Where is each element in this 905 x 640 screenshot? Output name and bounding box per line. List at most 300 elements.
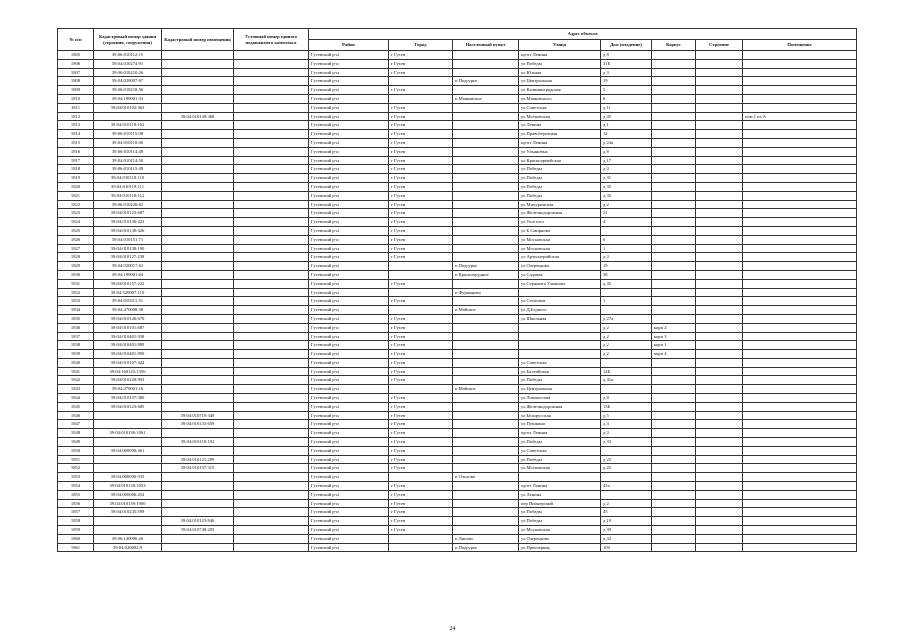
cell-house bbox=[601, 385, 652, 394]
table-row bbox=[58, 262, 857, 271]
cell-settlement bbox=[453, 253, 519, 262]
cell-house: д 25 bbox=[601, 464, 652, 473]
cell-settlement: п Липово bbox=[453, 534, 519, 543]
cell-settlement bbox=[453, 68, 519, 77]
cell-cadastral-building: 39:04:010401:938 bbox=[94, 332, 162, 341]
cell-street: ул Победы bbox=[519, 191, 601, 200]
cell-cadastral-building: 39:04:010136:423 bbox=[94, 218, 162, 227]
cell-gorod: г Гусев bbox=[389, 332, 453, 341]
cell-rayon: Гусевский р-н bbox=[309, 420, 389, 429]
table-row bbox=[58, 297, 857, 306]
cell-stroenie bbox=[696, 367, 743, 376]
cell-conditional-number bbox=[234, 288, 309, 297]
table-row bbox=[58, 130, 857, 139]
cell-stroenie bbox=[696, 77, 743, 86]
cell-settlement bbox=[453, 482, 519, 491]
cell-house: 31Б bbox=[601, 59, 652, 68]
cell-street: ул Московская bbox=[519, 244, 601, 253]
cell-house: 13Б bbox=[601, 402, 652, 411]
cell-gorod: г Гусев bbox=[389, 446, 453, 455]
cell-korpus bbox=[652, 508, 696, 517]
cell-room bbox=[743, 446, 857, 455]
table-row bbox=[58, 51, 857, 60]
cell-stroenie bbox=[696, 270, 743, 279]
cell-cadastral-room bbox=[162, 394, 234, 403]
cell-cadastral-room bbox=[162, 130, 234, 139]
cell-room bbox=[743, 270, 857, 279]
cell-room bbox=[743, 244, 857, 253]
cell-rayon: Гусевский р-н bbox=[309, 165, 389, 174]
cell-rayon: Гусевский р-н bbox=[309, 508, 389, 517]
cell-room bbox=[743, 51, 857, 60]
cell-cadastral-building: 39:04:010274:91 bbox=[94, 59, 162, 68]
table-row bbox=[58, 112, 857, 121]
cell-street: ул Озерецкова bbox=[519, 534, 601, 543]
cell-rayon: Гусевский р-н bbox=[309, 244, 389, 253]
cell-korpus bbox=[652, 138, 696, 147]
cell-rayon: Гусевский р-н bbox=[309, 385, 389, 394]
cell-stroenie bbox=[696, 138, 743, 147]
cell-street: ул Озерецкова bbox=[519, 262, 601, 271]
cell-row-num: 1816 bbox=[58, 147, 94, 156]
cell-conditional-number bbox=[234, 138, 309, 147]
cell-row-num: 1855 bbox=[58, 490, 94, 499]
cell-conditional-number bbox=[234, 517, 309, 526]
cell-korpus bbox=[652, 420, 696, 429]
cell-row-num: 1826 bbox=[58, 235, 94, 244]
cell-korpus: корп 4 bbox=[652, 350, 696, 359]
table-row bbox=[58, 323, 857, 332]
header-settlement: Населенный пункт bbox=[453, 40, 519, 51]
cell-cadastral-building bbox=[94, 464, 162, 473]
cell-rayon: Гусевский р-н bbox=[309, 394, 389, 403]
cell-stroenie bbox=[696, 473, 743, 482]
cell-street: ул Маяковского bbox=[519, 94, 601, 103]
table-row bbox=[58, 446, 857, 455]
header-korpus: Корпус bbox=[652, 40, 696, 51]
cell-stroenie bbox=[696, 517, 743, 526]
cell-settlement bbox=[453, 182, 519, 191]
cell-korpus bbox=[652, 314, 696, 323]
cell-korpus: корп 3 bbox=[652, 332, 696, 341]
cell-row-num: 1850 bbox=[58, 446, 94, 455]
cell-rayon: Гусевский р-н bbox=[309, 455, 389, 464]
cell-conditional-number bbox=[234, 86, 309, 95]
cell-conditional-number bbox=[234, 130, 309, 139]
cell-gorod: г Гусев bbox=[389, 226, 453, 235]
cell-conditional-number bbox=[234, 244, 309, 253]
cell-settlement: п Подгурье bbox=[453, 543, 519, 552]
cell-house: д 2 bbox=[601, 332, 652, 341]
cell-rayon: Гусевский р-н bbox=[309, 517, 389, 526]
cell-settlement bbox=[453, 429, 519, 438]
cell-house: д 3 bbox=[601, 253, 652, 262]
cell-gorod: г Гусев bbox=[389, 235, 453, 244]
cell-conditional-number bbox=[234, 376, 309, 385]
cell-rayon: Гусевский р-н bbox=[309, 209, 389, 218]
cell-cadastral-room bbox=[162, 482, 234, 491]
cell-settlement bbox=[453, 174, 519, 183]
cell-gorod: г Гусев bbox=[389, 209, 453, 218]
cell-row-num: 1828 bbox=[58, 253, 94, 262]
cell-korpus bbox=[652, 279, 696, 288]
cell-street: ул Ульяновых bbox=[519, 147, 601, 156]
cell-cadastral-building: 39:04:000000:935 bbox=[94, 473, 162, 482]
cell-house bbox=[601, 358, 652, 367]
cell-cadastral-room bbox=[162, 51, 234, 60]
cell-gorod: г Гусев bbox=[389, 130, 453, 139]
cell-house: д 3 bbox=[601, 429, 652, 438]
cell-gorod: г Гусев bbox=[389, 68, 453, 77]
cell-cadastral-room bbox=[162, 306, 234, 315]
cell-rayon: Гусевский р-н bbox=[309, 323, 389, 332]
cell-street: ул Победы bbox=[519, 508, 601, 517]
cell-rayon: Гусевский р-н bbox=[309, 473, 389, 482]
cell-cadastral-room bbox=[162, 376, 234, 385]
cell-cadastral-building: 39:04:010118:110 bbox=[94, 174, 162, 183]
cell-korpus bbox=[652, 464, 696, 473]
cell-gorod: г Гусев bbox=[389, 165, 453, 174]
cell-rayon: Гусевский р-н bbox=[309, 543, 389, 552]
cell-house: д 2 bbox=[601, 350, 652, 359]
cell-row-num: 1844 bbox=[58, 394, 94, 403]
cell-room bbox=[743, 235, 857, 244]
cell-gorod: г Гусев bbox=[389, 174, 453, 183]
cell-cadastral-building: 39:04:010136:1061 bbox=[94, 429, 162, 438]
cell-house: 1 bbox=[601, 297, 652, 306]
cell-settlement bbox=[453, 341, 519, 350]
table-row bbox=[58, 226, 857, 235]
cell-rayon: Гусевский р-н bbox=[309, 446, 389, 455]
cell-stroenie bbox=[696, 314, 743, 323]
cell-conditional-number bbox=[234, 438, 309, 447]
cell-korpus bbox=[652, 517, 696, 526]
register-sheet bbox=[57, 28, 856, 552]
header-house: Дом (владение) bbox=[601, 40, 652, 51]
cell-settlement bbox=[453, 138, 519, 147]
cell-cadastral-building: 39:04:180001:33 bbox=[94, 94, 162, 103]
cell-conditional-number bbox=[234, 226, 309, 235]
cell-rayon: Гусевский р-н bbox=[309, 59, 389, 68]
cell-gorod: г Гусев bbox=[389, 86, 453, 95]
cell-row-num: 1842 bbox=[58, 376, 94, 385]
cell-stroenie bbox=[696, 341, 743, 350]
cell-room bbox=[743, 402, 857, 411]
cell-row-num: 1812 bbox=[58, 112, 94, 121]
cell-korpus bbox=[652, 526, 696, 535]
cell-street: ул Балтийская bbox=[519, 367, 601, 376]
cell-street: ул Победы bbox=[519, 174, 601, 183]
cell-street: ул Сосновая bbox=[519, 297, 601, 306]
cell-room bbox=[743, 367, 857, 376]
cell-stroenie bbox=[696, 455, 743, 464]
cell-room bbox=[743, 218, 857, 227]
cell-row-num: 1805 bbox=[58, 51, 94, 60]
cell-rayon: Гусевский р-н bbox=[309, 314, 389, 323]
cell-house: 38 bbox=[601, 270, 652, 279]
cell-settlement: п Краснопрудное bbox=[453, 270, 519, 279]
cell-row-num: 1835 bbox=[58, 314, 94, 323]
cell-rayon: Гусевский р-н bbox=[309, 376, 389, 385]
cell-room bbox=[743, 358, 857, 367]
cell-cadastral-building bbox=[94, 438, 162, 447]
cell-rayon: Гусевский р-н bbox=[309, 482, 389, 491]
cell-cadastral-room bbox=[162, 490, 234, 499]
cell-cadastral-building: 39:04:010235:599 bbox=[94, 508, 162, 517]
cell-street: ул Ленина bbox=[519, 490, 601, 499]
cell-stroenie bbox=[696, 358, 743, 367]
table-row bbox=[58, 191, 857, 200]
cell-conditional-number bbox=[234, 394, 309, 403]
cell-cadastral-building bbox=[94, 526, 162, 535]
cell-room bbox=[743, 209, 857, 218]
cell-settlement bbox=[453, 218, 519, 227]
cell-house: 19 bbox=[601, 262, 652, 271]
cell-house: д 45 bbox=[601, 279, 652, 288]
cell-gorod: г Гусев bbox=[389, 376, 453, 385]
cell-settlement bbox=[453, 279, 519, 288]
cell-cadastral-building: 39:04:010118:111 bbox=[94, 182, 162, 191]
header-address-group: Адрес объекта bbox=[309, 29, 857, 40]
cell-settlement bbox=[453, 446, 519, 455]
table-row bbox=[58, 394, 857, 403]
cell-cadastral-building: 39:06:140006:26 bbox=[94, 534, 162, 543]
cell-cadastral-room bbox=[162, 402, 234, 411]
cell-row-num: 1861 bbox=[58, 543, 94, 552]
cell-rayon: Гусевский р-н bbox=[309, 200, 389, 209]
cell-cadastral-building: 39:04:020007:67 bbox=[94, 77, 162, 86]
cell-settlement: п Майское bbox=[453, 385, 519, 394]
header-cadastral-building: Кадастровый номер здания (строения, сооружения) bbox=[94, 29, 162, 51]
cell-cadastral-room bbox=[162, 226, 234, 235]
cell-room bbox=[743, 385, 857, 394]
table-row bbox=[58, 86, 857, 95]
cell-house: д 35 bbox=[601, 182, 652, 191]
cell-room bbox=[743, 508, 857, 517]
cell-house: д 8 bbox=[601, 394, 652, 403]
cell-house: д 8 bbox=[601, 51, 652, 60]
cell-rayon: Гусевский р-н bbox=[309, 77, 389, 86]
cell-street bbox=[519, 341, 601, 350]
cell-row-num: 1807 bbox=[58, 68, 94, 77]
cell-room bbox=[743, 526, 857, 535]
cell-cadastral-building: 39:04:010401:890 bbox=[94, 350, 162, 359]
cell-settlement bbox=[453, 464, 519, 473]
cell-korpus bbox=[652, 455, 696, 464]
cell-cadastral-room bbox=[162, 200, 234, 209]
cell-cadastral-room bbox=[162, 323, 234, 332]
cell-stroenie bbox=[696, 376, 743, 385]
cell-korpus bbox=[652, 191, 696, 200]
cell-room bbox=[743, 482, 857, 491]
cell-rayon: Гусевский р-н bbox=[309, 526, 389, 535]
cell-house: д 8 bbox=[601, 147, 652, 156]
cell-gorod: г Гусев bbox=[389, 244, 453, 253]
cell-rayon: Гусевский р-н bbox=[309, 438, 389, 447]
cell-rayon: Гусевский р-н bbox=[309, 262, 389, 271]
cell-cadastral-building: 39:04:010126:670 bbox=[94, 314, 162, 323]
cell-rayon: Гусевский р-н bbox=[309, 138, 389, 147]
cell-stroenie bbox=[696, 51, 743, 60]
cell-house: 1 bbox=[601, 244, 652, 253]
table-row bbox=[58, 385, 857, 394]
cell-street bbox=[519, 288, 601, 297]
cell-stroenie bbox=[696, 121, 743, 130]
table-row bbox=[58, 341, 857, 350]
header-stroenie: Строение bbox=[696, 40, 743, 51]
cell-stroenie bbox=[696, 508, 743, 517]
table-row bbox=[58, 534, 857, 543]
cell-settlement bbox=[453, 394, 519, 403]
cell-row-num: 1824 bbox=[58, 218, 94, 227]
cell-settlement bbox=[453, 165, 519, 174]
cell-gorod: г Гусев bbox=[389, 121, 453, 130]
cell-settlement bbox=[453, 508, 519, 517]
cell-house: д 42 bbox=[601, 534, 652, 543]
cell-room bbox=[743, 59, 857, 68]
cell-room bbox=[743, 332, 857, 341]
cell-cadastral-building: 39:06:010210:26 bbox=[94, 68, 162, 77]
cell-row-num: 1845 bbox=[58, 402, 94, 411]
table-header bbox=[58, 29, 857, 51]
cell-street: ул Советская bbox=[519, 446, 601, 455]
cell-row-num: 1820 bbox=[58, 182, 94, 191]
cell-gorod bbox=[389, 385, 453, 394]
cell-gorod: г Гусев bbox=[389, 358, 453, 367]
cell-conditional-number bbox=[234, 473, 309, 482]
cell-settlement bbox=[453, 200, 519, 209]
cell-gorod: г Гусев bbox=[389, 182, 453, 191]
cell-street: ул Мичуринская bbox=[519, 200, 601, 209]
table-row bbox=[58, 68, 857, 77]
cell-room bbox=[743, 68, 857, 77]
cell-street: ул Садовая bbox=[519, 270, 601, 279]
cell-gorod: г Гусев bbox=[389, 499, 453, 508]
cell-cadastral-building: 39:04:010123:685 bbox=[94, 402, 162, 411]
cell-street: ул Красноармейская bbox=[519, 156, 601, 165]
cell-house: 19 bbox=[601, 77, 652, 86]
table-row bbox=[58, 314, 857, 323]
table-row bbox=[58, 420, 857, 429]
cell-stroenie bbox=[696, 323, 743, 332]
cell-stroenie bbox=[696, 112, 743, 121]
cell-cadastral-building: 39:04:000006:454 bbox=[94, 490, 162, 499]
cell-settlement bbox=[453, 402, 519, 411]
cell-rayon: Гусевский р-н bbox=[309, 306, 389, 315]
cell-street: ул Железнодорожная bbox=[519, 209, 601, 218]
table-row bbox=[58, 482, 857, 491]
cell-house: 10б bbox=[601, 543, 652, 552]
cell-cadastral-room bbox=[162, 209, 234, 218]
table-row bbox=[58, 165, 857, 174]
cell-conditional-number bbox=[234, 77, 309, 86]
cell-rayon: Гусевский р-н bbox=[309, 402, 389, 411]
cell-settlement bbox=[453, 209, 519, 218]
cell-house: 4 bbox=[601, 218, 652, 227]
cell-korpus bbox=[652, 534, 696, 543]
cell-rayon: Гусевский р-н bbox=[309, 182, 389, 191]
cell-korpus bbox=[652, 121, 696, 130]
cell-conditional-number bbox=[234, 235, 309, 244]
cell-gorod: г Гусев bbox=[389, 156, 453, 165]
cell-room bbox=[743, 517, 857, 526]
cell-rayon: Гусевский р-н bbox=[309, 121, 389, 130]
cell-cadastral-building: 39:04:010130:426 bbox=[94, 226, 162, 235]
cell-gorod: г Гусев bbox=[389, 341, 453, 350]
cell-street: ул Правобережная bbox=[519, 130, 601, 139]
cell-house: д 3 bbox=[601, 420, 652, 429]
cell-row-num: 1833 bbox=[58, 297, 94, 306]
table-row bbox=[58, 376, 857, 385]
cell-settlement bbox=[453, 376, 519, 385]
cell-korpus bbox=[652, 209, 696, 218]
cell-korpus: корп 2 bbox=[652, 323, 696, 332]
cell-stroenie bbox=[696, 191, 743, 200]
cell-house bbox=[601, 288, 652, 297]
cell-conditional-number bbox=[234, 174, 309, 183]
cell-settlement: п Подгурье bbox=[453, 262, 519, 271]
cell-house: 12Б bbox=[601, 367, 652, 376]
cell-stroenie bbox=[696, 200, 743, 209]
cell-rayon: Гусевский р-н bbox=[309, 86, 389, 95]
cell-row-num: 1851 bbox=[58, 455, 94, 464]
cell-conditional-number bbox=[234, 262, 309, 271]
cell-street: ул Железнодорожная bbox=[519, 402, 601, 411]
cell-gorod: г Гусев bbox=[389, 279, 453, 288]
cell-conditional-number bbox=[234, 508, 309, 517]
cell-conditional-number bbox=[234, 121, 309, 130]
cell-room bbox=[743, 138, 857, 147]
cell-settlement bbox=[453, 499, 519, 508]
cell-stroenie bbox=[696, 244, 743, 253]
cell-house: д 2 bbox=[601, 499, 652, 508]
cell-cadastral-room bbox=[162, 165, 234, 174]
cell-korpus bbox=[652, 270, 696, 279]
cell-gorod bbox=[389, 288, 453, 297]
cell-room bbox=[743, 77, 857, 86]
cell-korpus bbox=[652, 376, 696, 385]
cell-row-num: 1813 bbox=[58, 121, 94, 130]
header-cadastral-room: Кадастровый номер помещения bbox=[162, 29, 234, 51]
cell-cadastral-building: 39:04:010151:71 bbox=[94, 235, 162, 244]
cell-conditional-number bbox=[234, 446, 309, 455]
cell-cadastral-building bbox=[94, 411, 162, 420]
cell-korpus bbox=[652, 86, 696, 95]
cell-cadastral-building bbox=[94, 455, 162, 464]
cell-room bbox=[743, 182, 857, 191]
cell-house: д 33 bbox=[601, 438, 652, 447]
cell-stroenie bbox=[696, 209, 743, 218]
cell-street: ул Победы bbox=[519, 517, 601, 526]
cell-house: д 11 bbox=[601, 103, 652, 112]
cell-gorod: г Гусев bbox=[389, 191, 453, 200]
cell-gorod: г Гусев bbox=[389, 420, 453, 429]
cell-street: ул Ленина bbox=[519, 121, 601, 130]
cell-rayon: Гусевский р-н bbox=[309, 332, 389, 341]
cell-house bbox=[601, 473, 652, 482]
cell-house: д 41а bbox=[601, 376, 652, 385]
cell-cadastral-building: 39:04:010118:162 bbox=[94, 121, 162, 130]
cell-house: д 45 bbox=[601, 112, 652, 121]
cell-settlement bbox=[453, 86, 519, 95]
cell-stroenie bbox=[696, 464, 743, 473]
cell-korpus bbox=[652, 358, 696, 367]
cell-cadastral-building: 39:04:010228:993 bbox=[94, 376, 162, 385]
cell-settlement bbox=[453, 490, 519, 499]
cell-settlement bbox=[453, 297, 519, 306]
table-row bbox=[58, 103, 857, 112]
table-row bbox=[58, 499, 857, 508]
